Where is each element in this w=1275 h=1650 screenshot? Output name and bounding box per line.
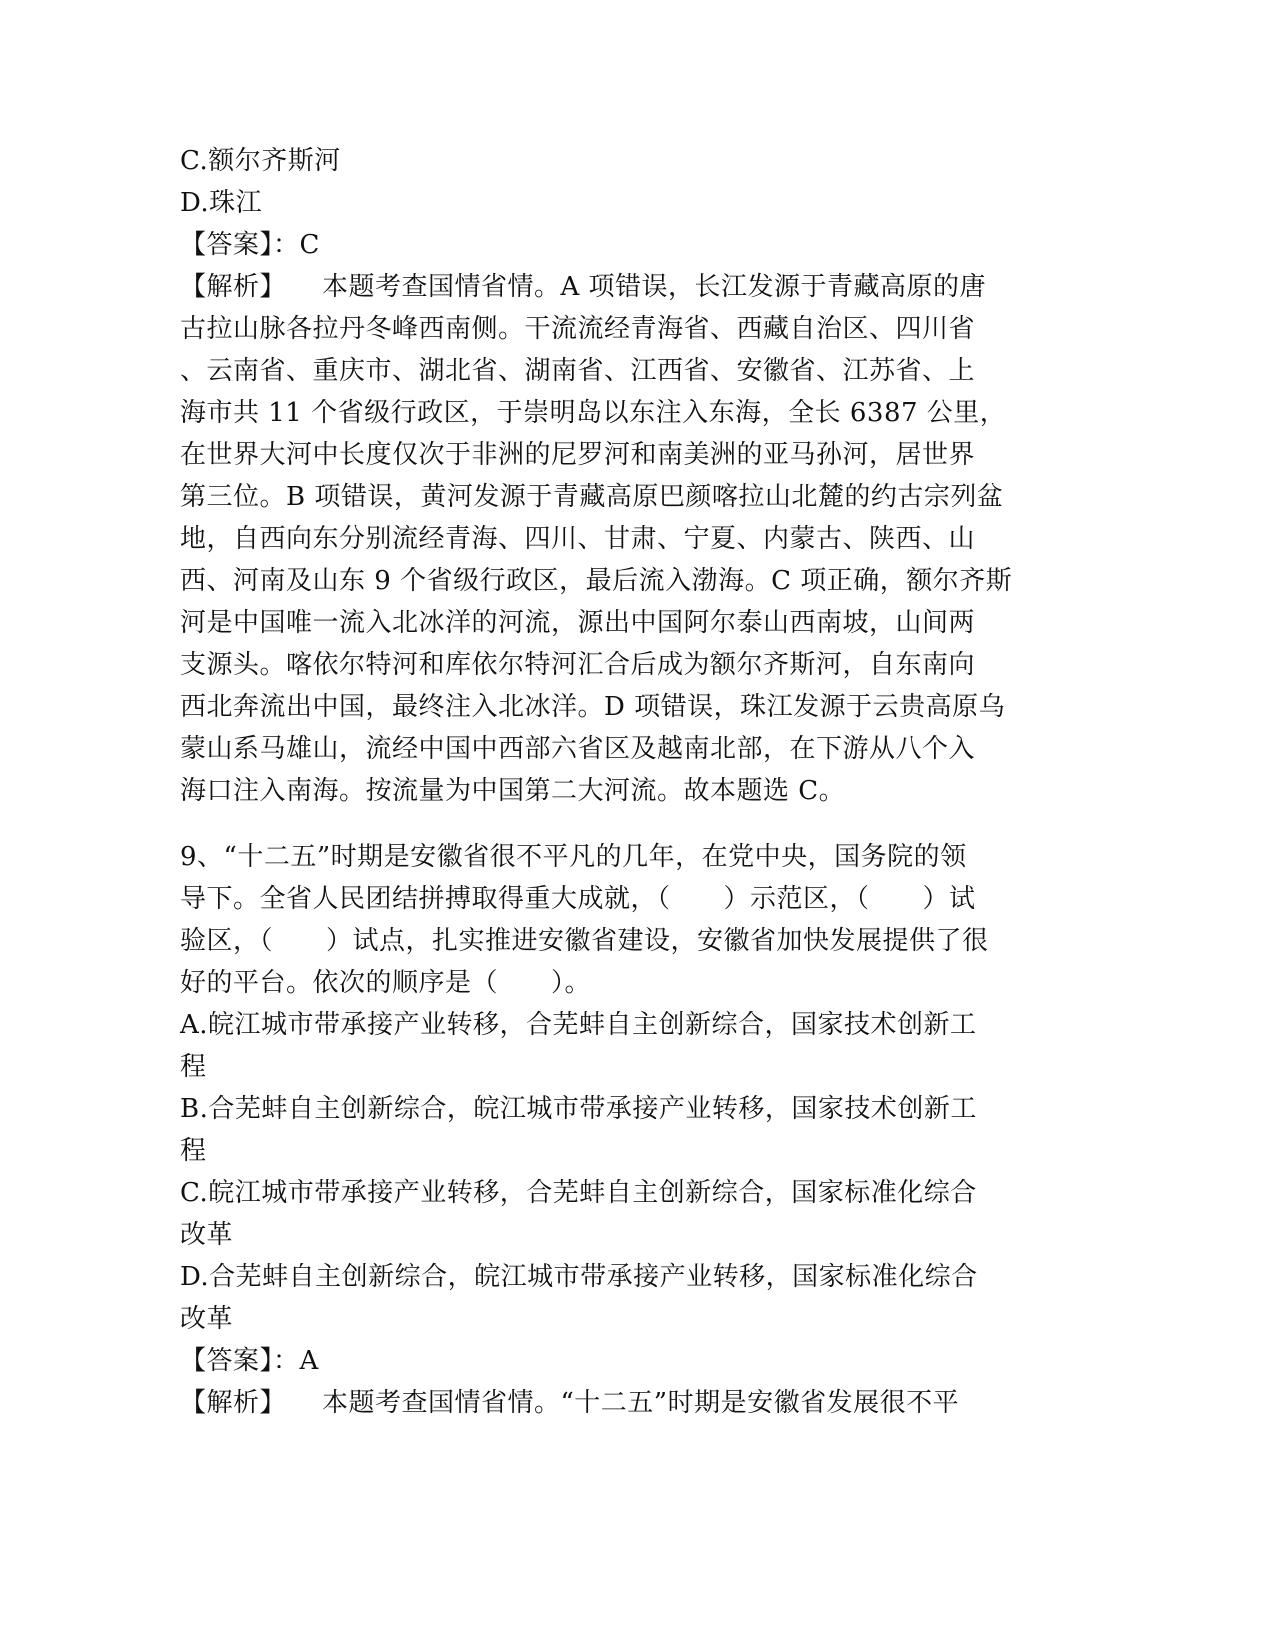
option-c: C.额尔齐斯河 (180, 146, 341, 176)
answer-label: 【答案】： (180, 230, 300, 260)
option-d-cont: 改革 (180, 1304, 234, 1334)
analysis-line: 西、河南及山东 9 个省级行政区，最后流入渤海。C 项正确，额尔齐斯 (180, 566, 1013, 596)
analysis-label: 【解析】 (180, 1388, 287, 1418)
analysis-line: 海市共 11 个省级行政区，于崇明岛以东注入东海，全长 6387 公里， (180, 398, 1007, 428)
document-page (180, 140, 1050, 1424)
answer-line (180, 224, 1050, 266)
analysis-line: 、云南省、重庆市、湖北省、湖南省、江西省、安徽省、江苏省、上 (180, 356, 976, 386)
option-d: D.珠江 (180, 188, 263, 218)
analysis-label: 【解析】 (180, 272, 287, 302)
option-c: C.皖江城市带承接产业转移，合芜蚌自主创新综合，国家标准化综合 (180, 1178, 977, 1208)
question-stem-line: 导下。全省人民团结拼搏取得重大成就，（ ）示范区，（ ）试 (180, 884, 976, 914)
answer-line (180, 1340, 1050, 1382)
option-d: D.合芜蚌自主创新综合，皖江城市带承接产业转移，国家标准化综合 (180, 1262, 978, 1292)
analysis-line: 地，自西向东分别流经青海、四川、甘肃、宁夏、内蒙古、陕西、山 (180, 524, 976, 554)
question-stem-line: 好的平台。依次的顺序是（ ）。 (180, 968, 592, 998)
answer-label: 【答案】： (180, 1346, 300, 1376)
answer-value: C (299, 230, 320, 260)
analysis-line: 支源头。喀依尔特河和库依尔特河汇合后成为额尔齐斯河，自东南向 (180, 650, 976, 680)
analysis-line: 西北奔流出中国，最终注入北冰洋。D 项错误，珠江发源于云贵高原乌 (180, 692, 1006, 722)
answer-value: A (299, 1346, 319, 1376)
analysis-first-line (180, 266, 1050, 308)
option-c-cont: 改革 (180, 1220, 234, 1250)
option-a-cont: 程 (180, 1052, 207, 1082)
analysis-line: 海口注入南海。按流量为中国第二大河流。故本题选 C。 (180, 776, 846, 806)
analysis-first-line (180, 1382, 1050, 1424)
analysis-text: 本题考查国情省情。A 项错误，长江发源于青藏高原的唐 (322, 272, 987, 302)
analysis-line: 蒙山系马雄山，流经中国中西部六省区及越南北部，在下游从八个入 (180, 734, 976, 764)
analysis-line: 河是中国唯一流入北冰洋的河流，源出中国阿尔泰山西南坡，山间两 (180, 608, 976, 638)
analysis-line: 古拉山脉各拉丹冬峰西南侧。干流流经青海省、西藏自治区、四川省 (180, 314, 976, 344)
analysis-line: 在世界大河中长度仅次于非洲的尼罗河和南美洲的亚马孙河，居世界 (180, 440, 976, 470)
question-stem-line: 验区，（ ）试点，扎实推进安徽省建设，安徽省加快发展提供了很 (180, 926, 989, 956)
analysis-line: 第三位。B 项错误，黄河发源于青藏高原巴颜喀拉山北麓的约古宗列盆 (180, 482, 1004, 512)
analysis-text: 本题考查国情省情。“十二五”时期是安徽省发展很不平 (322, 1388, 960, 1418)
question-stem-line: 9、“十二五”时期是安徽省很不平凡的几年，在党中央，国务院的领 (180, 842, 967, 872)
option-b: B.合芜蚌自主创新综合，皖江城市带承接产业转移，国家技术创新工 (180, 1094, 977, 1124)
option-a: A.皖江城市带承接产业转移，合芜蚌自主创新综合，国家技术创新工 (180, 1010, 977, 1040)
option-b-cont: 程 (180, 1136, 207, 1166)
